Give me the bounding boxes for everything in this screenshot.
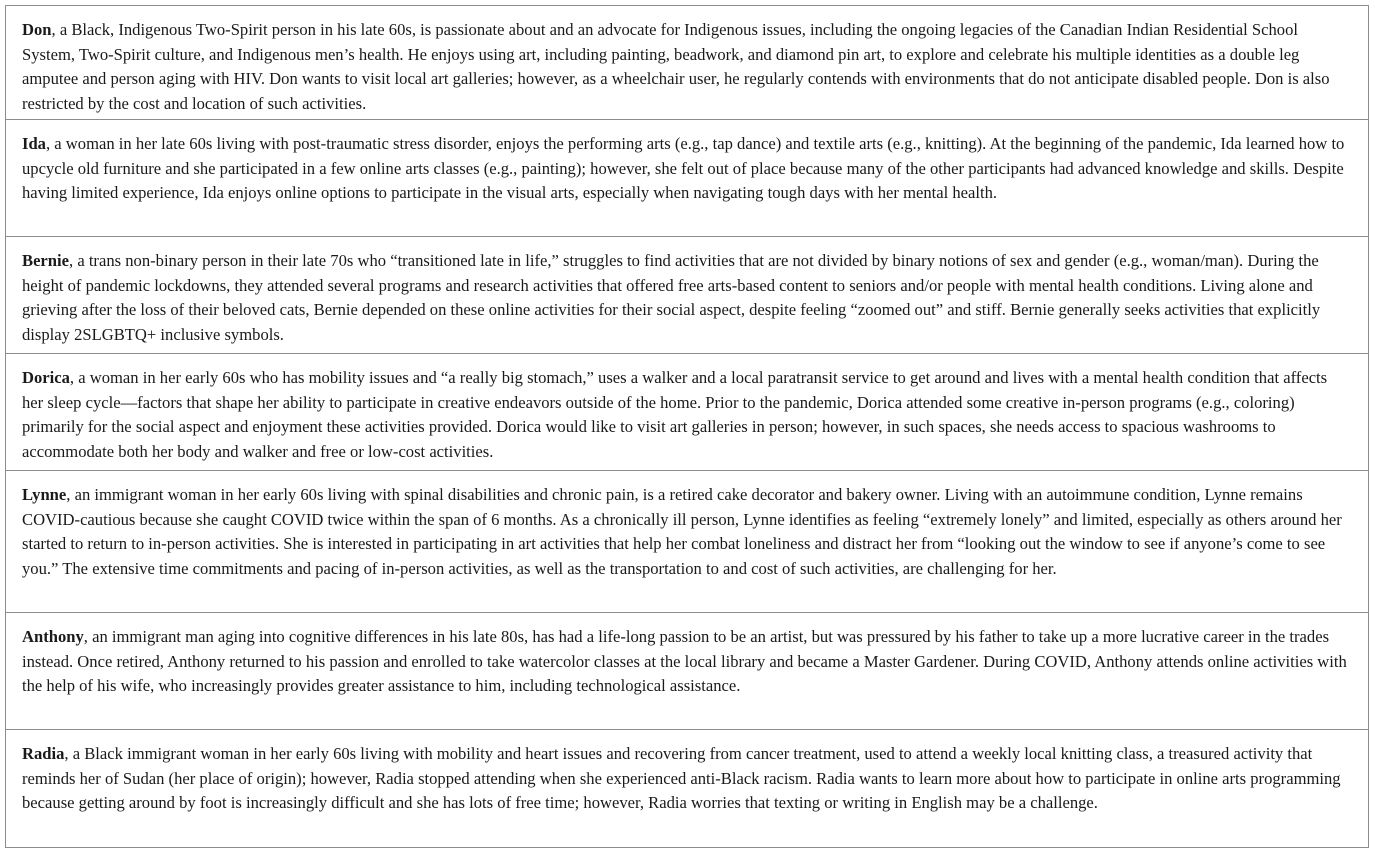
persona-description: , an immigrant woman in her early 60s living with spinal disabilities and chronic pain, is a retired cake decorator and bakery owner. Living with an autoimmune condition, Lynne remains COVID-cautious because she caught COVID twice within the span of 6 months. As a chronically ill person, Lynne identifies as feeling “extremely lonely” and limited, especially as others around her started to return to in-person activities. She is interested in participating in art activities that help her combat loneliness and distract her from “looking out the window to see if anyone’s come to see you.” The extensive time commitments and pacing of in-person activities, as well as the transportation to and cost of such activities, are challenging for her. [22, 485, 1342, 578]
persona-row-lynne [6, 470, 1368, 612]
persona-row-ida [6, 119, 1368, 236]
persona-description: , a trans non-binary person in their late 70s who “transitioned late in life,” struggles to find activities that are not divided by binary notions of sex and gender (e.g., woman/man). During the height of pandemic lockdowns, they attended several programs and research activities that offered free arts-based content to seniors and/or people with mental health conditions. Living alone and grieving after the loss of their beloved cats, Bernie depended on these online activities for their social aspect, despite feeling “zoomed out” and stiff. Bernie generally seeks activities that explicitly display 2SLGBTQ+ inclusive symbols. [22, 251, 1321, 344]
persona-name: Dorica [22, 368, 70, 387]
persona-description: , a woman in her late 60s living with post-traumatic stress disorder, enjoys the performing arts (e.g., tap dance) and textile arts (e.g., knitting). At the beginning of the pandemic, Ida learned how to upcycle old furniture and she participated in a few online arts classes (e.g., painting); however, she felt out of place because many of the other participants had advanced knowledge and skills. Despite having limited experience, Ida enjoys online options to participate in the visual arts, especially when navigating tough days with her mental health. [22, 134, 1345, 202]
persona-description: , a Black immigrant woman in her early 60s living with mobility and heart issues and recovering from cancer treatment, used to attend a weekly local knitting class, a treasured activity that reminds her of Sudan (her place of origin); however, Radia stopped attending when she experienced anti-Black racism. Radia wants to learn more about how to participate in online arts programming because getting around by foot is increasingly difficult and she has lots of free time; however, Radia worries that texting or writing in English may be a challenge. [22, 744, 1341, 812]
persona-description: , an immigrant man aging into cognitive differences in his late 80s, has had a life-long passion to be an artist, but was pressured by his father to take up a more lucrative career in the trades instead. Once retired, Anthony returned to his passion and enrolled to take watercolor classes at the local library and became a Master Gardener. During COVID, Anthony attends online activities with the help of his wife, who increasingly provides greater assistance to him, including technological assistance. [22, 627, 1347, 695]
persona-row-dorica [6, 353, 1368, 470]
persona-row-bernie [6, 236, 1368, 353]
persona-name: Anthony [22, 627, 84, 646]
persona-row-radia [6, 729, 1368, 847]
persona-table [5, 5, 1369, 848]
persona-name: Bernie [22, 251, 70, 270]
persona-name: Radia [22, 744, 65, 763]
persona-name: Lynne [22, 485, 67, 504]
persona-description: , a woman in her early 60s who has mobility issues and “a really big stomach,” uses a walker and a local paratransit service to get around and lives with a mental health condition that affects her sleep cycle—factors that shape her ability to participate in creative endeavors outside of the home. Prior to the pandemic, Dorica attended some creative in-person programs (e.g., coloring) primarily for the social aspect and enjoyment these activities provided. Dorica would like to visit art galleries in person; however, in such spaces, she needs access to spacious washrooms to accommodate both her body and walker and free or low-cost activities. [22, 368, 1328, 461]
persona-row-anthony [6, 612, 1368, 729]
persona-name: Don [22, 20, 52, 39]
persona-row-don [6, 6, 1368, 119]
persona-name: Ida [22, 134, 46, 153]
persona-description: , a Black, Indigenous Two-Spirit person in his late 60s, is passionate about and an advocate for Indigenous issues, including the ongoing legacies of the Canadian Indian Residential School System, Two-Spirit culture, and Indigenous men’s health. He enjoys using art, including painting, beadwork, and diamond pin art, to explore and celebrate his multiple identities as a double leg amputee and person aging with HIV. Don wants to visit local art galleries; however, as a wheelchair user, he regularly contends with environments that do not anticipate disabled people. Don is also restricted by the cost and location of such activities. [22, 20, 1330, 113]
